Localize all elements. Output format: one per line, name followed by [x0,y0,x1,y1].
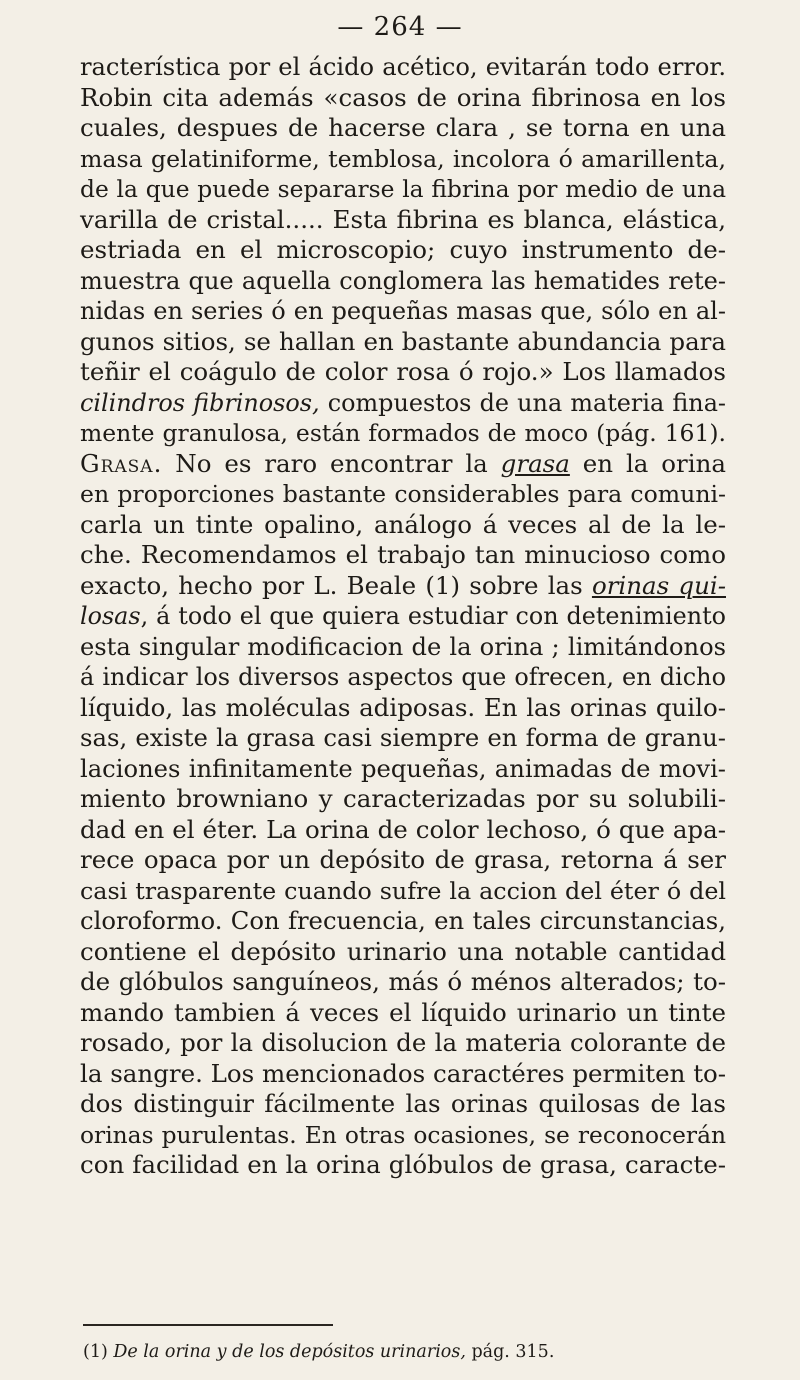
text-line: de glóbulos sanguíneos, más ó ménos alterados; to- [80,967,726,996]
text-segment: compuestos de una materia fina- [319,388,726,417]
text-line: de la que puede separarse la fibrina por medio de una [80,175,726,203]
text-line: contiene el depósito urinario una notable cantidad [80,936,726,966]
text-line [80,449,726,480]
text-line: varilla de cristal..... Esta fibrina es blanca, elástica, [80,204,726,234]
text-line: rosado, por la disolucion de la materia colorante de [80,1028,726,1057]
text-segment: exacto, hecho por L. Beale (1) sobre las [80,570,592,600]
text-line: gunos sitios, se hallan en bastante abundancia para [80,326,726,356]
text-line: muestra que aquella conglomera las hematides rete- [80,266,726,295]
italic-term: grasa [500,448,570,478]
text-line: estriada en el microscopio; cuyo instrumento de- [80,235,726,264]
text-line: casi trasparente cuando sufre la accion del éter ó del [80,876,726,905]
text-segment: No es raro encontrar la [162,448,501,478]
text-line: carla un tinte opalino, análogo á veces al de la le- [80,509,726,539]
text-line: Robin cita además «casos de orina fibrinosa en los [80,82,726,112]
text-line: racterística por el ácido acético, evitarán todo error. [80,53,726,81]
text-line: che. Recomendamos el trabajo tan minucioso como [80,540,726,569]
text-line: líquido, las moléculas adiposas. En las orinas quilo- [80,692,726,722]
italic-term: orinas qui- [591,570,726,600]
text-line: laciones infinitamente pequeñas, animadas de movi- [80,754,726,783]
text-line: nidas en series ó en pequeñas masas que, sólo en al- [80,297,726,325]
text-line: con facilidad en la orina glóbulos de grasa, caracte- [80,1150,726,1179]
text-line [80,388,726,419]
text-line: rece opaca por un depósito de grasa, retorna á ser [80,845,726,874]
footnote-page: pág. 315. [465,1342,555,1362]
body-text [80,52,726,1181]
text-line [80,571,726,602]
footnote [83,1341,729,1363]
text-line: la sangre. Los mencionados caractéres permiten to- [80,1058,727,1088]
text-line [80,601,726,632]
text-line: á indicar los diversos aspectos que ofrecen, en dicho [80,663,726,691]
text-line: mente granulosa, están formados de moco (pág. 161). [80,419,726,447]
footnote-title: De la orina y de los depósitos urinarios, [113,1342,466,1362]
page-number: — 264 — [337,12,463,42]
footnote-divider [83,1324,333,1326]
text-line: cuales, despues de hacerse clara , se torna en una [80,113,726,142]
text-line: orinas purulentas. En otras ocasiones, se reconocerán [80,1120,726,1149]
text-segment: en la orina [569,448,726,478]
text-line: teñir el coágulo de color rosa ó rojo.» Los llamados [80,357,726,386]
text-line: esta singular modificacion de la orina ; limitándonos [80,632,726,661]
text-line: cloroformo. Con frecuencia, en tales circunstancias, [80,906,726,935]
text-line: sas, existe la grasa casi siempre en forma de granu- [80,723,726,752]
italic-term: cilindros fibrinosos, [80,388,320,417]
text-line: en proporciones bastante considerables para comuni- [80,480,726,508]
text-line: dad en el éter. La orina de color lechoso, ó que apa- [80,814,726,844]
footnote-marker: (1) [83,1342,114,1362]
text-line: mando tambien á veces el líquido urinario un tinte [80,997,726,1027]
text-line: masa gelatiniforme, temblosa, incolora ó amarillenta, [80,144,726,173]
italic-term: losas [80,602,141,630]
section-heading: Grasa. [80,448,163,478]
text-line: dos distinguir fácilmente las orinas quilosas de las [80,1089,726,1118]
text-segment: , á todo el que quiera estudiar con detenimiento [140,602,726,630]
text-line: miento browniano y caracterizadas por su solubili- [80,784,726,813]
